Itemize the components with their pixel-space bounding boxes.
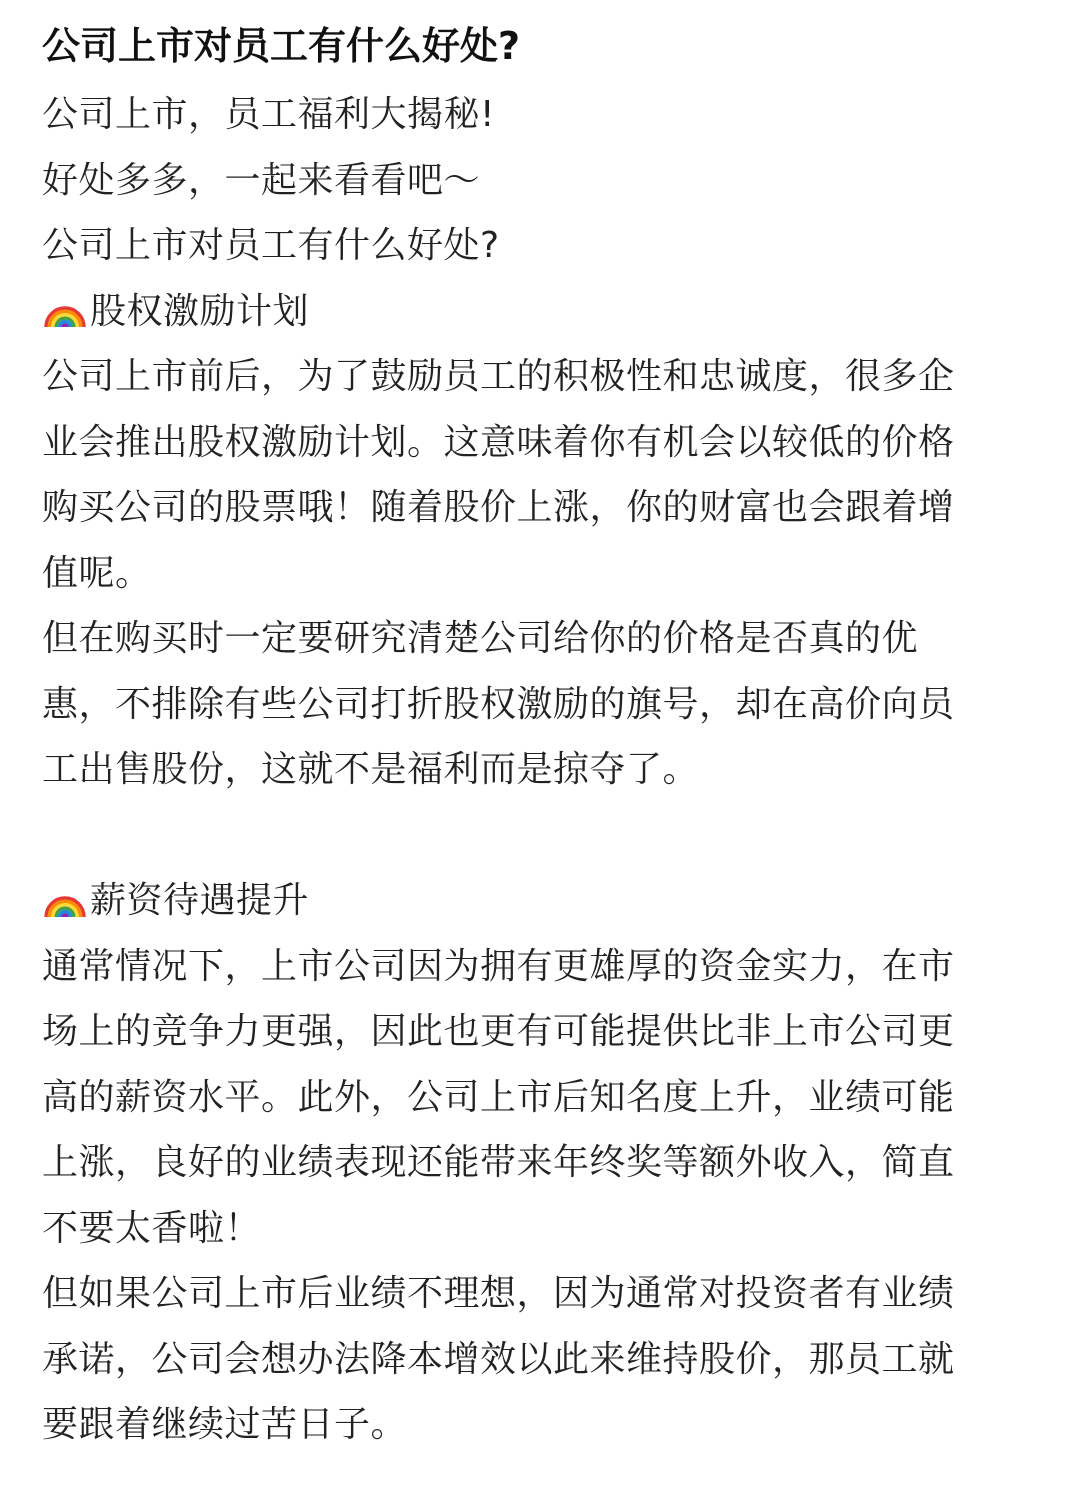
article-body [42, 82, 1038, 1458]
section-heading-equity-incentive [42, 279, 1038, 345]
paragraph-line: 不要太香啦！ [42, 1207, 262, 1249]
paragraph-line: 工出售股份，这就不是福利而是掠夺了。 [42, 749, 700, 790]
paragraph-line: 但在购买时一定要研究清楚公司给你的价格是否真的优 [42, 618, 919, 659]
paragraph-line: 承诺，公司会想办法降本增效以此来维持股价，那员工就 [42, 1338, 955, 1380]
section-heading-label: 股权激励计划 [90, 290, 310, 332]
intro-line: 公司上市，员工福利大揭秘! [42, 94, 495, 135]
paragraph-line: 上涨，良好的业绩表现还能带来年终奖等额外收入，简直 [42, 1142, 955, 1183]
rainbow-icon [42, 291, 88, 331]
paragraph-line: 通常情况下，上市公司因为拥有更雄厚的资金实力，在市 [42, 945, 955, 987]
paragraph-line: 高的薪资水平。此外，公司上市后知名度上升，业绩可能 [42, 1076, 955, 1118]
section-heading-salary-increase [42, 868, 1038, 934]
paragraph-line: 场上的竞争力更强，因此也更有可能提供比非上市公司更 [42, 1011, 955, 1052]
intro-line: 好处多多，一起来看看吧～ [42, 159, 481, 201]
paragraph-line: 购买公司的股票哦！随着股价上涨，你的财富也会跟着增 [42, 487, 955, 528]
intro-line: 公司上市对员工有什么好处? [42, 225, 500, 266]
paragraph-line: 要跟着继续过苦日子。 [42, 1404, 408, 1445]
article-title: 公司上市对员工有什么好处? [42, 24, 521, 68]
paragraph-line: 但如果公司上市后业绩不理想，因为通常对投资者有业绩 [42, 1273, 955, 1314]
rainbow-icon [42, 881, 88, 921]
paragraph-line: 公司上市前后，为了鼓励员工的积极性和忠诚度，很多企 [42, 356, 955, 397]
paragraph-line: 业会推出股权激励计划。这意味着你有机会以较低的价格 [42, 421, 955, 463]
paragraph-line: 值呢。 [42, 552, 152, 594]
section-heading-label: 薪资待遇提升 [90, 880, 310, 921]
blank-line [42, 803, 1038, 869]
paragraph-line: 惠，不排除有些公司打折股权激励的旗号，却在高价向员 [42, 683, 955, 725]
